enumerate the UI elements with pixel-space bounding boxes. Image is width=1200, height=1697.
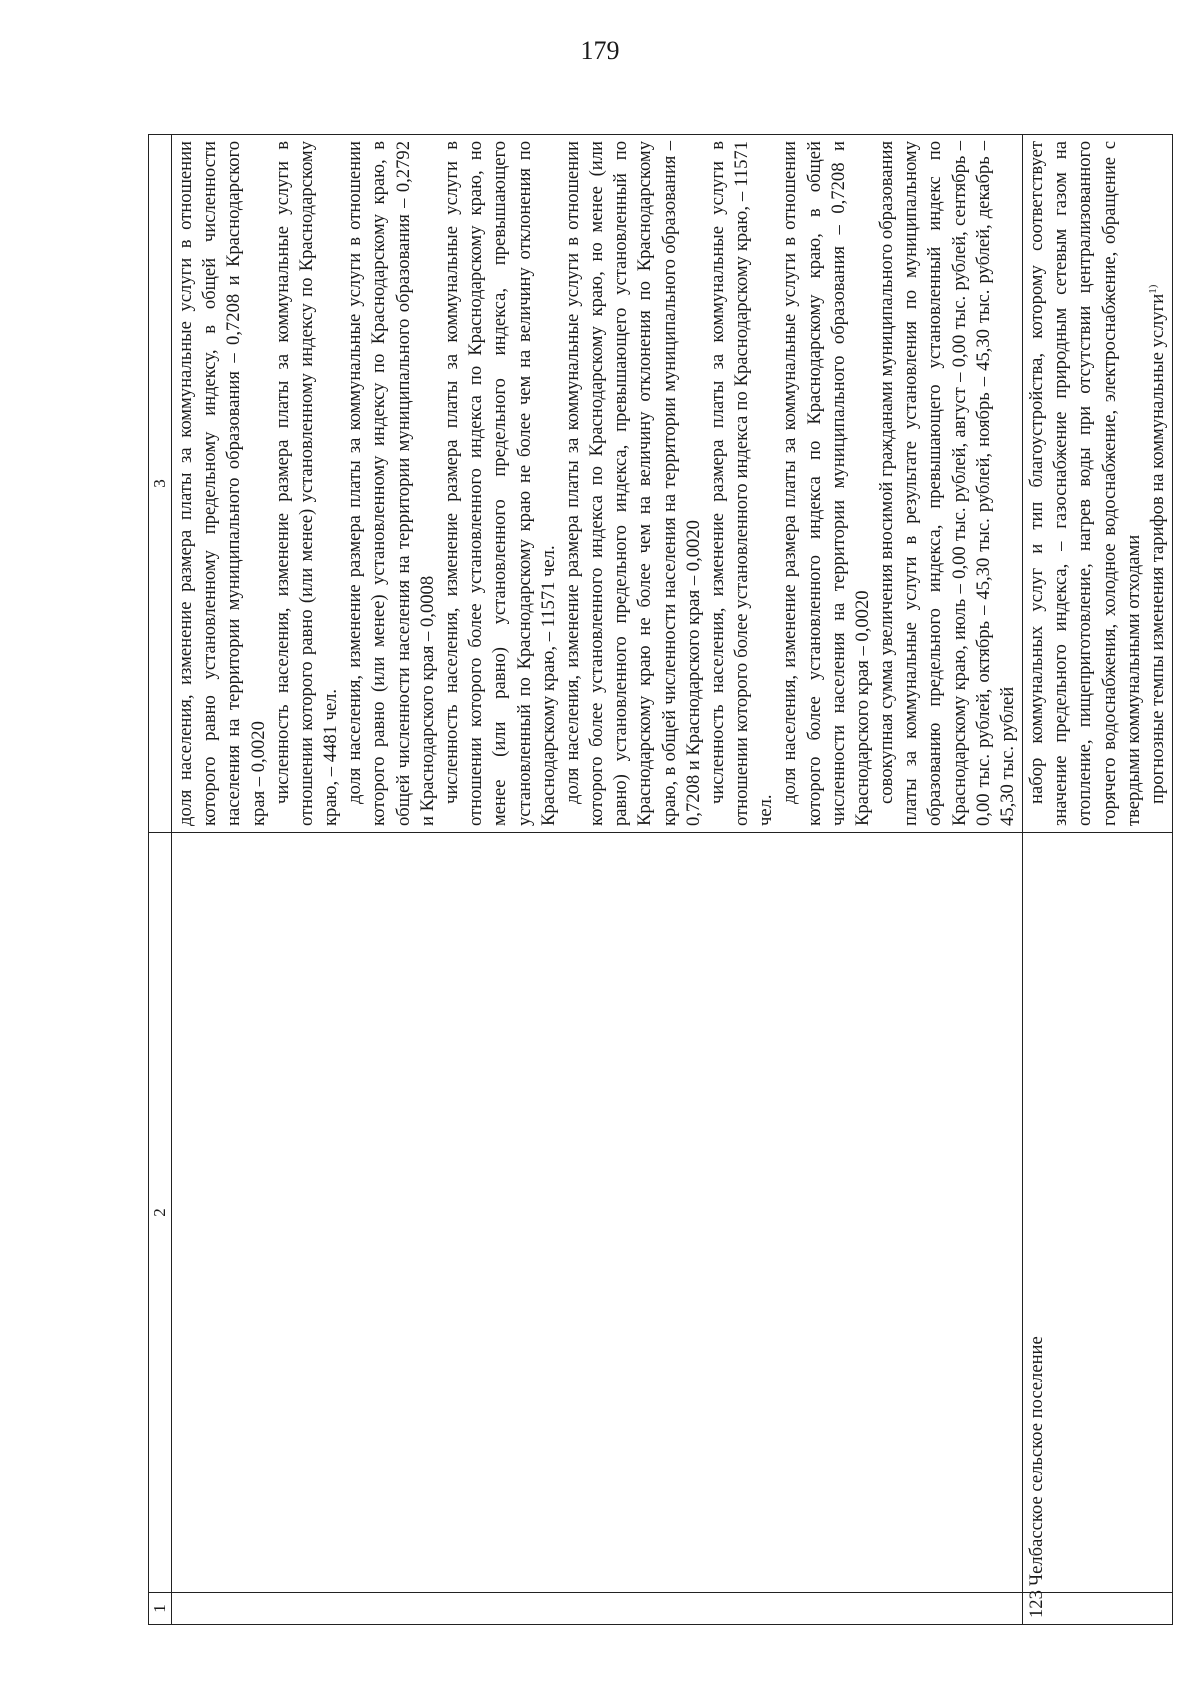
paragraph	[1146, 141, 1170, 826]
table-header-row	[149, 135, 172, 1625]
description-cell	[172, 135, 1023, 833]
header-col-1: 1	[149, 1593, 172, 1625]
paragraph-text: прогнозные темпы изменения тарифов на коммунальные услуги	[1146, 293, 1168, 804]
description-cell	[1023, 135, 1173, 833]
row-number-cell	[172, 1593, 1023, 1625]
data-table	[148, 134, 1173, 1625]
paragraph: доля населения, изменение размера платы за коммунальные услуги в отношении которого более установленного индекса по Краснодарскому краю, в общей численности населения на территории муниципального образования – 0,7208 и Краснодарского края – 0,0020	[779, 141, 873, 826]
paragraph: численность населения, изменение размера платы за коммунальные услуги в отношении которого равно (или менее) установленному индексу по Краснодарскому краю, – 4481 чел.	[271, 141, 342, 826]
header-col-2: 2	[149, 833, 172, 1593]
paragraph: численность населения, изменение размера платы за коммунальные услуги в отношении которого более установленного индекса по Краснодарскому краю, – 11571 чел.	[706, 141, 777, 826]
paragraph: доля населения, изменение размера платы за коммунальные услуги в отношении которого равно установленному предельному индексу, в общей численности населения на территории муниципального образования – 0,7208 и Краснодарского края – 0,0020	[175, 141, 269, 826]
footnote-mark: 1)	[1146, 284, 1159, 294]
paragraph: набор коммунальных услуг и тип благоустройства, которому соответствует значение предельного индекса, – газоснабжение природным сетевым газом на отопление, пищеприготовление, нагрев воды при отсутствии централизованного горячего водоснабжения, холодное водоснабжение, электроснабжение, обращение с твердыми коммунальными отходами	[1026, 141, 1144, 826]
settlement-name-cell: Челбасское сельское поселение	[1023, 833, 1173, 1593]
table-row	[172, 135, 1023, 1625]
paragraph: доля населения, изменение размера платы за коммунальные услуги в отношении которого равно (или менее) установленному индексу по Краснодарскому краю, в общей численности населения на территории муниципального образования – 0,2792 и Краснодарского края – 0,0008	[344, 141, 438, 826]
table-row	[1023, 135, 1173, 1625]
row-number-cell: 123	[1023, 1593, 1173, 1625]
paragraph: численность населения, изменение размера платы за коммунальные услуги в отношении которого более установленного индекса по Краснодарскому краю, но менее (или равно) установленного предельного индекса, превышающего установленный по Краснодарскому краю не более чем на величину отклонения по Краснодарскому краю, – 11571 чел.	[440, 141, 559, 826]
paragraph: совокупная сумма увеличения вносимой гражданами муниципального образования платы за коммунальные услуги в результате установления по муниципальному образованию предельного индекса, превышающего установленный индекс по Краснодарскому краю, июль – 0,00 тыс. рублей, август – 0,00 тыс. рублей, сентябрь – 0,00 тыс. рублей, октябрь – 45,30 тыс. рублей, ноябрь – 45,30 тыс. рублей, декабрь – 45,30 тыс. рублей	[876, 141, 1018, 826]
page-number: 179	[580, 36, 620, 65]
rotated-table-wrapper	[148, 135, 1168, 1625]
settlement-name-cell	[172, 833, 1023, 1593]
header-col-3: 3	[149, 135, 172, 833]
paragraph: доля населения, изменение размера платы за коммунальные услуги в отношении которого более установленного индекса по Краснодарскому краю, но менее (или равно) установленного предельного индекса, превышающего установленный по Краснодарскому краю не более чем на величину отклонения по Краснодарскому краю, в общей численности населения на территории муниципального образования – 0,7208 и Краснодарского края – 0,0020	[561, 141, 704, 826]
